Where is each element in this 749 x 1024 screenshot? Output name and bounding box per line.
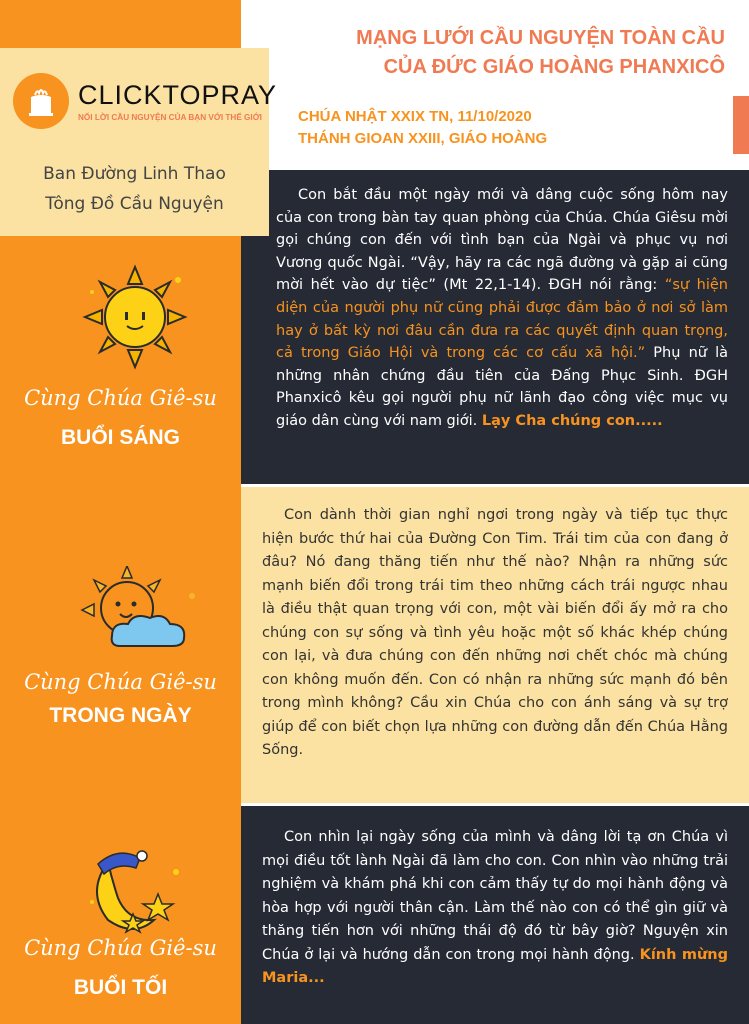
moon-stars-icon [78, 842, 188, 942]
sun-cloud-icon [72, 566, 202, 656]
sun-icon [80, 262, 190, 372]
morning-prayer: Lạy Cha chúng con..... [481, 412, 663, 429]
morning-label: BUỔI SÁNG [60, 426, 180, 449]
morning-text-c: Phụ nữ là những nhân chứng đầu tiên của Đấng Phục Sinh. ĐGH Phanxicô kêu gọi người phụ nữ lãnh đạo công việc mục vụ giáo dân cùng với nam giới. [276, 345, 728, 429]
date-line: CHÚA NHẬT XXIX TN, 11/10/2020 [298, 108, 532, 125]
morning-text-a: Con bắt đầu một ngày mới và dâng cuộc sống hôm nay của con trong bàn tay quan phòng của Chúa. Chúa Giêsu mời gọi chúng con đến với tình bạn của Ngài và phục vụ nơi Vương quốc Ngài. “Vậy, hãy ra các ngã đường và gặp ai cũng mời hết vào dự tiệc” (Mt 22,1-14). ĐGH nói rằng: [276, 187, 728, 294]
candle-icon [13, 73, 69, 129]
day-label: TRONG NGÀY [49, 704, 192, 727]
page-title [255, 24, 725, 82]
header-accent-bar [733, 96, 749, 154]
morning-cursive: Cùng Chúa Giê-su [24, 386, 217, 410]
brand-sub-1: Ban Đường Linh Thao [43, 164, 226, 184]
brand-sub-2: Tông Đồ Cầu Nguyện [45, 194, 224, 214]
day-text: Con dành thời gian nghỉ ngơi trong ngày và tiếp tục thực hiện bước thứ hai của Đường Con Tim. Trái tim của con đang ở đâu? Nó đang thăng tiến như thế nào? Nhận ra những sức mạnh biến đổi trong trái tim theo những cách trái ngược nhau là điều thật quan trọng với con, một vài biến đổi ấy mở ra cho chúng con sự sống và tình yêu hoặc một số khác khép chúng con lại, và đưa chúng con đến những nơi chết chóc mà chúng con không muốn đến. Con có nhận ra những sức mạnh đó bên trong mình không? Cầu xin Chúa cho con ánh sáng và sự trợ giúp để con biết chọn lựa những con đường dẫn đến Chúa Hằng Sống. [262, 507, 728, 758]
morning-text [276, 184, 728, 433]
subtitle [298, 106, 547, 150]
title-line-1: MẠNG LƯỚI CẦU NGUYỆN TOÀN CẦU [356, 27, 725, 49]
brand-tagline: NỐI LỜI CẦU NGUYỆN CỦA BẠN VỚI THẾ GIỚI [78, 113, 262, 122]
evening-text-a: Con nhìn lại ngày sống của mình và dâng lời tạ ơn Chúa vì mọi điều tốt lành Ngài đã làm cho con. Con nhìn vào những trải nghiệm và khám phá khi con cảm thấy tự do mọi hành động và hòa hợp với người thân cận. Làm thế nào con có thể gìn giữ và thăng tiến hơn với những thái độ đó từ bây giờ? Nguyện xin Chúa ở lại và hướng dẫn con trong mọi hành động. [262, 829, 728, 963]
evening-text [262, 826, 728, 991]
day-cursive: Cùng Chúa Giê-su [24, 670, 217, 694]
saint-line: THÁNH GIOAN XXIII, GIÁO HOÀNG [298, 130, 548, 147]
morning-quote: “sự hiện diện của người phụ nữ cũng phải được đảm bảo ở nơi sở làm hay ở bất kỳ nơi đâu cần đưa ra các quyết định quan trọng, cả trong Giáo Hội và trong các cơ cấu xã hội.” [276, 277, 728, 362]
title-line-2: CỦA ĐỨC GIÁO HOÀNG PHANXICÔ [383, 56, 725, 78]
evening-cursive: Cùng Chúa Giê-su [24, 936, 217, 960]
evening-prayer: Kính mừng Maria... [262, 946, 728, 986]
brand-name: CLICKTOPRAY [78, 80, 278, 110]
evening-label: BUỔI TỐI [73, 976, 168, 999]
